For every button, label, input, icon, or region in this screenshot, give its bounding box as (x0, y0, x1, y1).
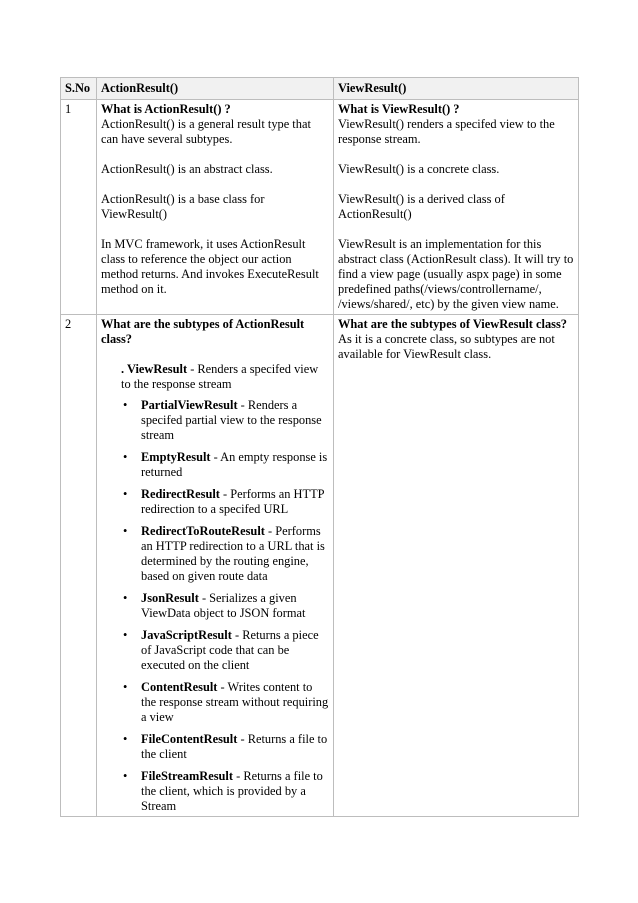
paragraph: ViewResult() is a derived class of ActionResult() (338, 192, 505, 221)
subtype-desc: - Renders a specifed view to the response stream (121, 362, 319, 391)
bullet-icon: • (123, 487, 128, 501)
list-item (123, 450, 329, 480)
subtype-name: FileStreamResult (141, 769, 233, 783)
bullet-icon: • (123, 769, 128, 783)
subtype-name: JsonResult (141, 591, 199, 605)
subtype-name: RedirectResult (141, 487, 220, 501)
subtype-desc: - Returns a file to the client (141, 732, 328, 761)
subtype-name: JavaScriptResult (141, 628, 232, 642)
subtype-desc: - An empty response is returned (141, 450, 328, 479)
subtype-desc: - Performs an HTTP redirection to a URL that is determined by the routing engine, based on given route data (141, 524, 325, 583)
bullet-icon: • (123, 732, 128, 746)
bullet-icon: • (123, 524, 128, 538)
list-item (123, 524, 329, 584)
subtype-name: FileContentResult (141, 732, 238, 746)
subtype-desc: - Returns a file to the client, which is provided by a Stream (141, 769, 323, 813)
list-item (123, 628, 329, 673)
question-heading: What is ViewResult() ? (338, 102, 460, 116)
header-actionresult: ActionResult() (97, 78, 334, 100)
list-item (123, 680, 329, 725)
list-item (123, 769, 329, 814)
list-item (123, 398, 329, 443)
viewresult-cell (334, 100, 579, 315)
lead-prefix: . (121, 362, 127, 376)
question-heading: What is ActionResult() ? (101, 102, 231, 116)
row-number: 2 (61, 315, 97, 817)
subtype-desc: - Serializes a given ViewData object to JSON format (141, 591, 306, 620)
actionresult-cell (97, 100, 334, 315)
subtype-name: RedirectToRouteResult (141, 524, 265, 538)
list-item (123, 487, 329, 517)
subtype-name: ContentResult (141, 680, 218, 694)
list-item (123, 732, 329, 762)
paragraph: ViewResult is an implementation for this abstract class (ActionResult class). It will try to find a view page (usually aspx page) in some predefined paths(/views/controllername/, /views/shared/, etc) by the given view name. (338, 237, 574, 311)
paragraph: ViewResult() renders a specifed view to the response stream. (338, 117, 555, 146)
paragraph: As it is a concrete class, so subtypes are not available for ViewResult class. (338, 332, 555, 361)
list-item (123, 591, 329, 621)
row-number: 1 (61, 100, 97, 315)
subtype-desc: - Renders a specifed partial view to the response stream (141, 398, 322, 442)
subtype-desc: - Performs an HTTP redirection to a specifed URL (141, 487, 325, 516)
paragraph: ActionResult() is an abstract class. (101, 162, 273, 176)
subtype-list (101, 398, 329, 814)
bullet-icon: • (123, 450, 128, 464)
bullet-icon: • (123, 591, 128, 605)
bullet-icon: • (123, 398, 128, 412)
table-header-row (61, 78, 579, 100)
header-viewresult: ViewResult() (334, 78, 579, 100)
paragraph: ActionResult() is a base class for ViewResult() (101, 192, 265, 221)
bullet-icon: • (123, 628, 128, 642)
subtype-lead-item (101, 362, 329, 392)
header-sno: S.No (61, 78, 97, 100)
paragraph: In MVC framework, it uses ActionResult class to reference the object our action method returns. And invokes ExecuteResult method on it. (101, 237, 319, 296)
question-heading: What are the subtypes of ActionResult class? (101, 317, 305, 346)
subtype-name: ViewResult (126, 362, 188, 376)
paragraph: ViewResult() is a concrete class. (338, 162, 500, 176)
table-row (61, 315, 579, 817)
subtype-name: EmptyResult (141, 450, 211, 464)
bullet-icon: • (123, 680, 128, 694)
actionresult-cell (97, 315, 334, 817)
comparison-table (60, 77, 579, 817)
subtype-desc: - Returns a piece of JavaScript code that can be executed on the client (141, 628, 319, 672)
paragraph: ActionResult() is a general result type that can have several subtypes. (101, 117, 311, 146)
viewresult-cell (334, 315, 579, 817)
table-row (61, 100, 579, 315)
question-heading: What are the subtypes of ViewResult class? (338, 317, 567, 331)
subtype-desc: - Writes content to the response stream without requiring a view (141, 680, 329, 724)
subtype-name: PartialViewResult (141, 398, 238, 412)
